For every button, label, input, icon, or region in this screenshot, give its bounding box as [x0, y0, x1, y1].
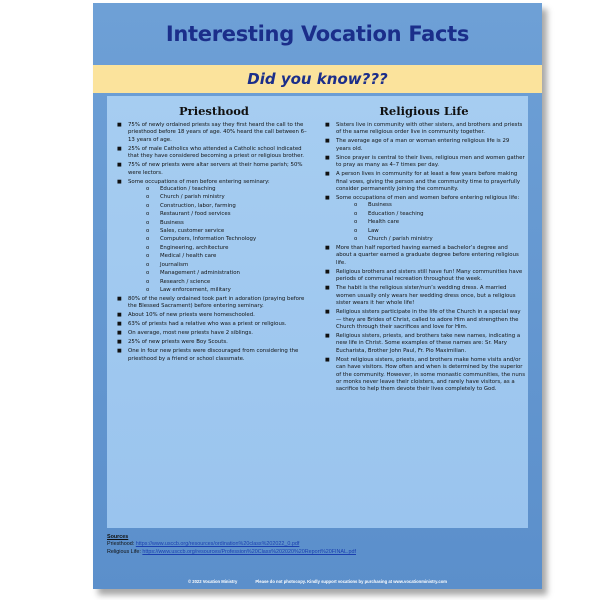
priesthood-facts	[115, 122, 313, 363]
list-item: o Education / teaching	[336, 211, 525, 218]
list-item: o Restaurant / food services	[128, 211, 313, 218]
list-item: o Business	[128, 220, 313, 227]
list-item: o Law	[336, 228, 525, 235]
list-item: o Business	[336, 202, 525, 209]
page-title: Interesting Vocation Facts	[165, 22, 470, 46]
list-item: ■ About 10% of new priests were homeschooled.	[115, 312, 313, 319]
list-item: o Management / administration	[128, 270, 313, 277]
occupations-intro: Some occupations of men and women before entering religious life:	[336, 195, 520, 202]
list-item: o Journalism	[128, 262, 313, 269]
list-item: o Computers, Information Technology	[128, 236, 313, 243]
religious-life-heading: Religious Life	[379, 104, 469, 118]
list-item: ■ 75% of newly ordained priests say they first heard the call to the priesthood before 18 years of age. 40% heard the call between 6–13 years of age.	[115, 122, 313, 144]
source-religious-life-label: Religious Life:	[107, 548, 143, 555]
list-item: ■ The habit is the religious sister/nun’s wedding dress. A married women usually only wears her wedding dress once, but a religious sister wears it her whole life!	[323, 285, 525, 307]
list-item: ■ More than half reported having earned a bachelor’s degree and about a quarter earned a graduate degree before entering religious life.	[323, 245, 525, 267]
banner-text: Did you know???	[247, 70, 388, 88]
source-priesthood	[107, 541, 528, 548]
list-item: o Education / teaching	[128, 186, 313, 193]
list-item: ■ 75% of new priests were altar servers at their home parish; 50% were lectors.	[115, 162, 313, 177]
occupations-intro: Some occupations of men before entering seminary:	[128, 178, 270, 185]
list-item: o Construction, labor, farming	[128, 203, 313, 210]
footer-copyright: © 2022 Vocation Ministry	[188, 578, 238, 584]
list-item: o Sales, customer service	[128, 228, 313, 235]
priesthood-column	[115, 96, 313, 365]
list-item: ■ A person lives in community for at least a few years before making final vows, giving the person and the community time to prayerfully consider permanently joining the community.	[323, 171, 525, 193]
list-item: o Church / parish ministry	[128, 194, 313, 201]
fact-sheet	[93, 3, 542, 589]
list-item: o Medical / health care	[128, 253, 313, 260]
list-item: ■ Most religious sisters, priests, and brothers make home visits and/or can have visitors. How often and when is determined by the superior of the community. However, in some monastic communities, the nuns or monks never leave their cloisters, and rarely have visitors, as a sacrifice to help them devote their lives completely to God.	[323, 357, 525, 394]
list-item: ■ Religious sisters participate in the life of the Church in a special way — they are Brides of Christ, called to adore Him and strengthen the Church through their sacrifices and love for Him.	[323, 309, 525, 331]
list-item: ■ One in four new priests were discouraged from considering the priesthood by a friend or school classmate.	[115, 348, 313, 363]
source-religious-life-link[interactable]: https://www.usccb.org/resources/Profession%20Class%202020%20Report%20FINAL.pdf	[142, 548, 356, 555]
source-religious-life	[107, 549, 528, 556]
list-item	[323, 195, 525, 243]
list-item: ■ The average age of a man or woman entering religious life is 29 years old.	[323, 138, 525, 153]
list-item: ■ Sisters live in community with other sisters, and brothers and priests of the same religious order live in community together.	[323, 122, 525, 137]
sources-heading: Sources	[107, 534, 129, 540]
religious-life-occupations	[336, 202, 525, 243]
content-panel	[107, 96, 528, 528]
priesthood-heading: Priesthood	[179, 104, 249, 118]
list-item: ■ 80% of the newly ordained took part in adoration (praying before the Blessed Sacrament) before entering seminary.	[115, 296, 313, 311]
list-item: ■ 25% of new priests were Boy Scouts.	[115, 339, 313, 346]
footer-notice: Please do not photocopy. Kindly support vocations by purchasing at www.vocationministry.com	[255, 578, 447, 584]
religious-life-column	[323, 96, 525, 395]
list-item: o Church / parish ministry	[336, 236, 525, 243]
list-item	[115, 179, 313, 295]
list-item: ■ 25% of male Catholics who attended a Catholic school indicated that they have considered becoming a priest or religious brother.	[115, 146, 313, 161]
religious-life-facts	[323, 122, 525, 394]
sources-section	[107, 534, 528, 556]
list-item: ■ Since prayer is central to their lives, religious men and women gather to pray as many as 4–7 times per day.	[323, 155, 525, 170]
list-item: o Research / science	[128, 279, 313, 286]
source-priesthood-label: Priesthood:	[107, 541, 136, 548]
title-area	[93, 3, 542, 65]
list-item: ■ Religious sisters, priests, and brothers take new names, indicating a new life in Christ. Some examples of these names are: Sr. Mary Eucharista, Brother John Paul, Fr. Pio Maximilian.	[323, 333, 525, 355]
list-item: o Law enforcement, military	[128, 287, 313, 294]
list-item: ■ On average, most new priests have 2 siblings.	[115, 330, 313, 337]
footer	[93, 573, 542, 589]
source-priesthood-link[interactable]: https://www.usccb.org/resources/ordination%20class%202022_0.pdf	[135, 541, 300, 548]
did-you-know-banner	[93, 65, 542, 93]
priesthood-occupations	[128, 186, 313, 294]
list-item: ■ Religious brothers and sisters still have fun! Many communities have periods of communal recreation throughout the week.	[323, 269, 525, 284]
list-item: ■ 63% of priests had a relative who was a priest or religious.	[115, 321, 313, 328]
list-item: o Health care	[336, 219, 525, 226]
list-item: o Engineering, architecture	[128, 245, 313, 252]
